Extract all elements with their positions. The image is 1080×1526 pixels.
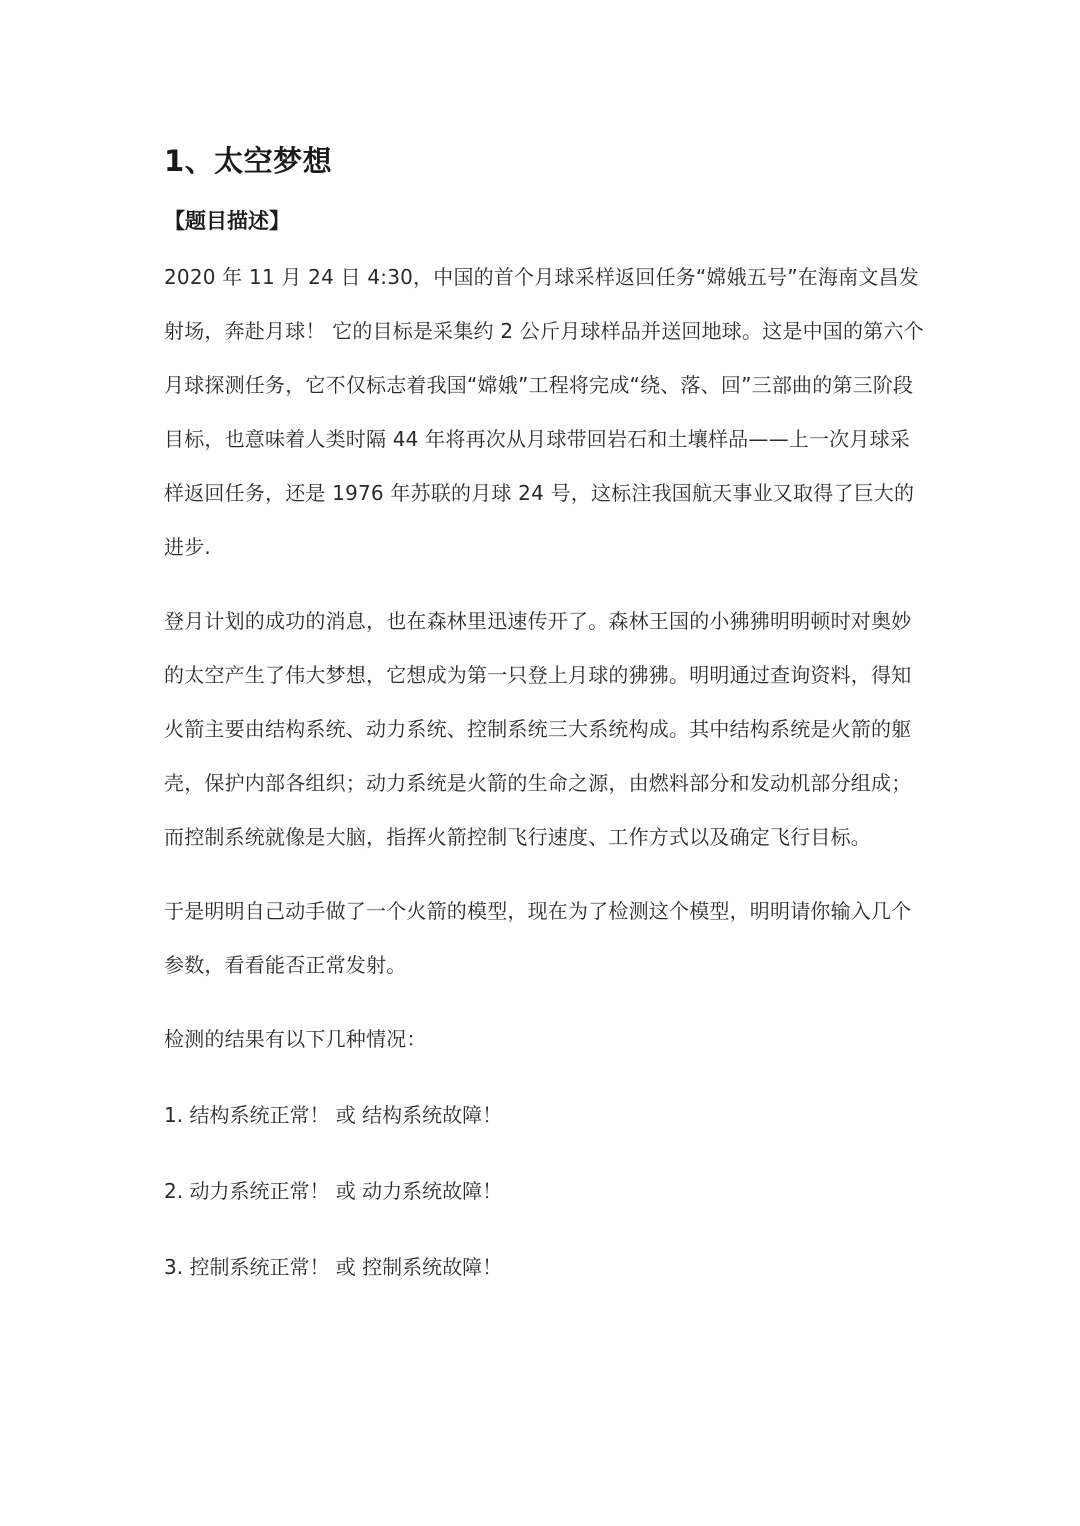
- list-item-control: 3. 控制系统正常！ 或 控制系统故障！: [164, 1255, 503, 1279]
- document-page: [164, 140, 924, 1294]
- section-label-description: 【题目描述】: [164, 209, 290, 233]
- paragraph-model: 于是明明自己动手做了一个火箭的模型，现在为了检测这个模型，明明请你输入几个参数，看看能否正常发射。: [164, 899, 912, 977]
- paragraph-chang-e: 2020 年 11 月 24 日 4:30，中国的首个月球采样返回任务“嫦娥五号”在海南文昌发射场，奔赴月球！ 它的目标是采集约 2 公斤月球样品并送回地球。这是中国的第六个月球探测任务，它不仅标志着我国“嫦娥”工程将完成“绕、落、回”三部曲的第三阶段目标，也意味着人类时隔 44 年将再次从月球带回岩石和土壤样品——上一次月球采样返回任务，还是 1976 年苏联的月球 24 号，这标注我国航天事业又取得了巨大的进步.: [164, 265, 924, 559]
- list-item-structure: 1. 结构系统正常！ 或 结构系统故障！: [164, 1103, 503, 1127]
- paragraph-forest: 登月计划的成功的消息，也在森林里迅速传开了。森林王国的小狒狒明明顿时对奥妙的太空产生了伟大梦想，它想成为第一只登上月球的狒狒。明明通过查询资料，得知火箭主要由结构系统、动力系统、控制系统三大系统构成。其中结构系统是火箭的躯壳，保护内部各组织；动力系统是火箭的生命之源，由燃料部分和发动机部分组成；而控制系统就像是大脑，指挥火箭控制飞行速度、工作方式以及确定飞行目标。: [164, 609, 912, 849]
- paragraph-results-intro: 检测的结果有以下几种情况：: [164, 1027, 427, 1051]
- list-item-power: 2. 动力系统正常！ 或 动力系统故障！: [164, 1179, 503, 1203]
- document-title: 1、太空梦想: [164, 144, 333, 178]
